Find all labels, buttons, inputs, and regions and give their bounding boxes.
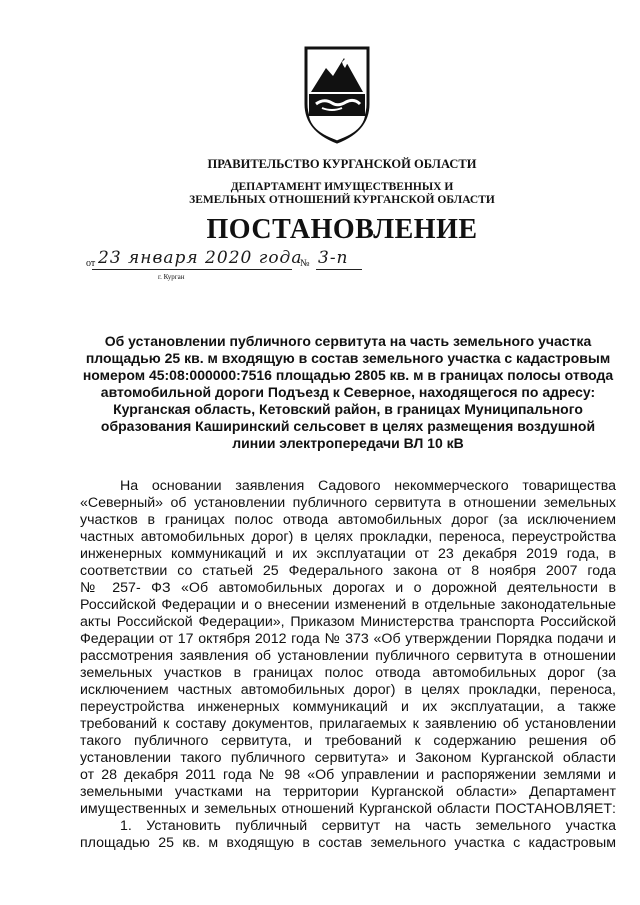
- body-line: земельных участков в границах полос отвода автомобильных дорог (за: [80, 665, 616, 681]
- handwritten-date: 23 января 2020 года: [98, 248, 303, 268]
- body-line: переустройства инженерных коммуникаций и их эксплуатации, а также: [80, 699, 616, 715]
- body-line: исключением частных автомобильных дорог) в целях прокладки, переноса,: [80, 682, 616, 698]
- body-line: требований к составу документов, прилагаемых к заявлению об установлении: [80, 716, 616, 732]
- title-line: площадью 25 кв. м входящую в состав земельного участка с кадастровым: [85, 350, 611, 366]
- coat-of-arms-emblem: [302, 46, 372, 144]
- body-line: установлении такого публичного сервитута» и Законом Курганской области: [80, 750, 616, 766]
- document-type-heading: ПОСТАНОВЛЕНИЕ: [206, 214, 478, 245]
- body-line: «Северный» об установлении публичного сервитута в отношении земельных: [80, 495, 616, 511]
- body-line: На основании заявления Садового некоммерческого товарищества: [120, 478, 616, 494]
- title-line: Об установлении публичного сервитута на часть земельного участка: [104, 333, 592, 349]
- city-label: г. Курган: [158, 273, 185, 281]
- body-line: соответствии со статьей 25 Федерального закона от 8 ноября 2007 года: [80, 563, 616, 579]
- body-line: № 257- ФЗ «Об автомобильных дорогах и о дорожной деятельности в: [80, 580, 616, 596]
- body-line: акты Российской Федерации», Приказом Министерства транспорта Российской: [80, 614, 616, 630]
- number-underline: [316, 269, 362, 270]
- body-line: земельными участками на территории Курганской области» Департамент: [80, 784, 616, 800]
- number-label: №: [300, 258, 310, 269]
- title-line: номером 45:08:000000:7516 площадью 2805 кв. м в границах полосы отвода: [82, 367, 614, 383]
- body-line: 1. Установить публичный сервитут на часть земельного участка: [120, 818, 616, 834]
- government-name: ПРАВИТЕЛЬСТВО КУРГАНСКОЙ ОБЛАСТИ: [207, 157, 477, 171]
- body-line: инженерных коммуникаций и их эксплуатации от 23 декабря 2019 года, в: [80, 546, 616, 562]
- body-line: Российской Федерации и о внесении изменений в отдельные законодательные: [80, 597, 616, 613]
- title-line: автомобильной дороги Подъезд к Северное, находящегося по адресу:: [100, 384, 596, 400]
- date-underline: [92, 269, 292, 270]
- title-line: линии электропередачи ВЛ 10 кВ: [232, 435, 464, 451]
- body-line: Федерации от 17 октября 2012 года № 373 «Об утверждении Порядка подачи и: [80, 631, 616, 647]
- department-name-line-2: ЗЕМЕЛЬНЫХ ОТНОШЕНИЙ КУРГАНСКОЙ ОБЛАСТИ: [189, 194, 495, 206]
- body-line: частных автомобильных дорог) в целях прокладки, переноса, переустройства: [80, 529, 616, 545]
- title-line: Курганская область, Кетовский район, в границах Муниципального: [113, 401, 583, 417]
- department-name-line-1: ДЕПАРТАМЕНТ ИМУЩЕСТВЕННЫХ И: [230, 181, 454, 193]
- body-line: такого публичного сервитута, и требований к содержанию решения об: [80, 733, 616, 749]
- body-line: площадью 25 кв. м входящую в состав земельного участка с кадастровым: [80, 835, 616, 851]
- date-prefix: от: [86, 258, 96, 269]
- handwritten-number: 3-п: [318, 248, 349, 268]
- body-line: имущественных и земельных отношений Курганской области ПОСТАНОВЛЯЕТ:: [80, 801, 616, 817]
- body-line: участков в границах полос отвода автомобильных дорог (за исключением: [80, 512, 616, 528]
- title-line: образования Каширинский сельсовет в целях размещения воздушной: [100, 418, 596, 434]
- body-line: рассмотрения заявления об установлении публичного сервитута в отношении: [80, 648, 616, 664]
- body-line: от 28 декабря 2011 года № 98 «Об управлении и распоряжении землями и: [80, 767, 616, 783]
